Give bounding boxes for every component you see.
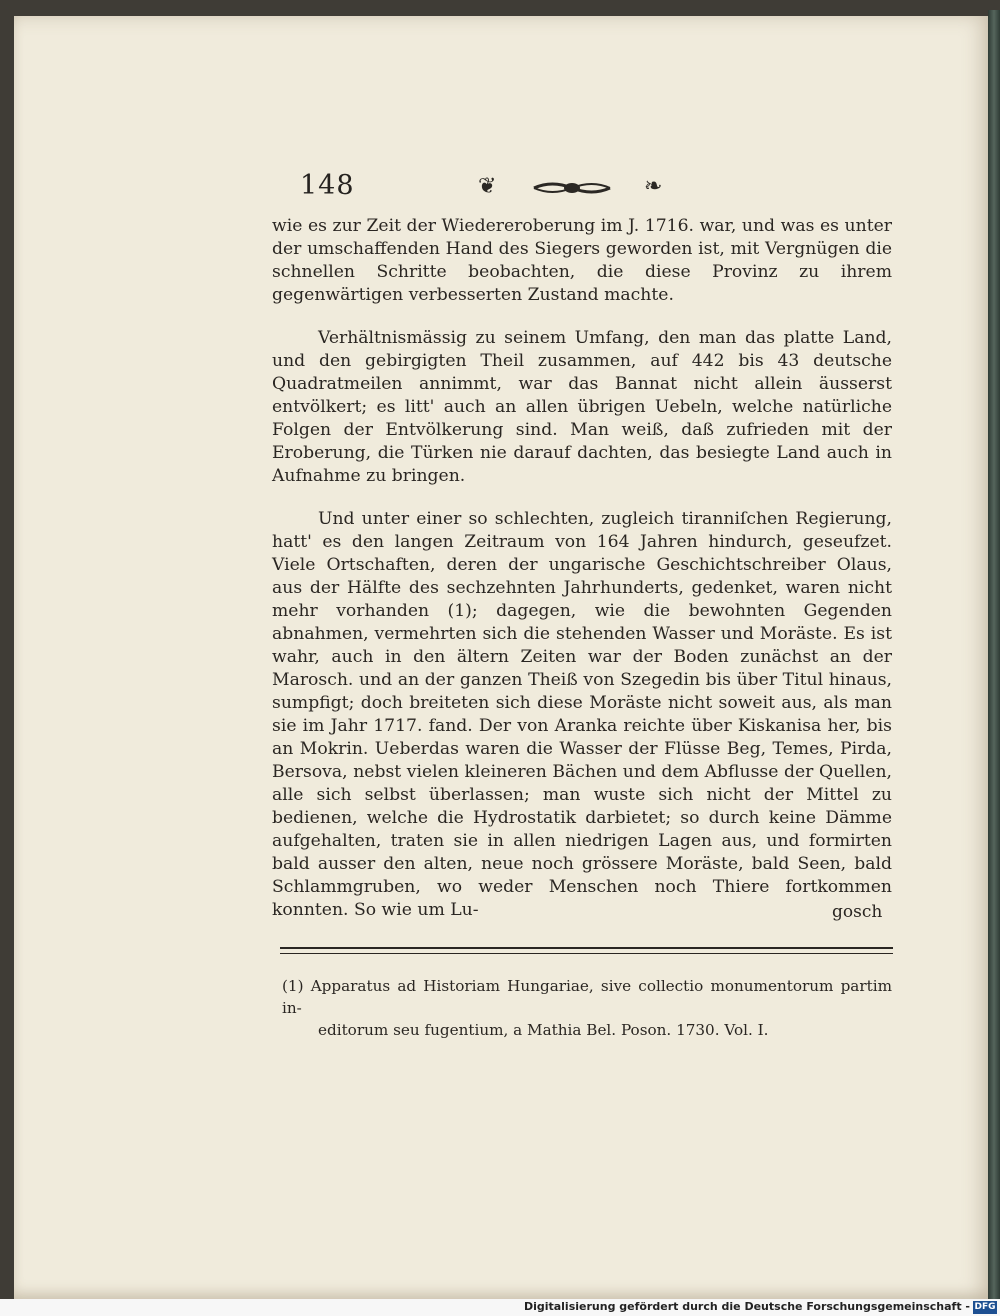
- footnote-line: (1) Apparatus ad Historiam Hungariae, sive collectio monumentorum partim in-: [282, 977, 892, 1017]
- catchword: gosch: [832, 902, 883, 922]
- page-header: [300, 170, 680, 204]
- footnote-divider: [280, 947, 893, 949]
- footnote-divider-thin: [280, 953, 893, 954]
- footnote-line: editorum seu fugentium, a Mathia Bel. Poson. 1730. Vol. I.: [318, 1021, 769, 1039]
- dfg-logo-icon: DFG: [974, 1302, 996, 1312]
- ornament-center-icon: [532, 178, 612, 198]
- footnote: [282, 975, 892, 1041]
- paragraph: wie es zur Zeit der Wiedereroberung im J. 1716. war, und was es unter der umschaffenden Hand des Siegers geworden ist, mit Vergnügen die schnellen Schritte beobachten, die diese Provinz zu ihrem gegenwärtigen verbesserten Zustand machte.: [272, 216, 892, 305]
- ornament-right-icon: ❧: [644, 174, 663, 199]
- book-cover-edge: [988, 10, 1000, 1300]
- paragraph: Und unter einer so schlechten, zugleich tiranniſchen Regierung, hatt' es den langen Zeitraum von 164 Jahren hindurch, geseufzet. Viele Ortschaften, deren der ungarische Geschichtschreiber Olaus, aus der Hälfte des sechzehnten Jahrhunderts, gedenket, waren nicht mehr vorhanden (1); dagegen, wie die bewohnten Gegenden abnahmen, vermehrten sich die stehenden Wasser und Moräste. Es ist wahr, auch in den ältern Zeiten war der Boden zunächst an der Marosch. und an der ganzen Theiß von Szegedin bis über Titul hinaus, sumpfigt; doch breiteten sich diese Moräste nicht soweit aus, als man sie im Jahr 1717. fand. Der von Aranka reichte über Kiskanisa her, bis an Mokrin. Ueberdas waren die Wasser der Flüsse Beg, Temes, Pirda, Bersova, nebst vielen kleineren Bächen und dem Abflusse der Quellen, alle sich selbst überlassen; man wuste sich nicht der Mittel zu bedienen, welche die Hydrostatik darbietet; so durch keine Dämme aufgehalten, traten sie in allen niedrigen Lagen aus, und formirten bald ausser den alten, neue noch grössere Moräste, bald Seen, bald Schlammgruben, wo weder Menschen noch Thiere fortkommen konnten. So wie um Lu-: [272, 509, 892, 920]
- page-number: 148: [300, 170, 355, 201]
- digitization-credit: Digitalisierung gefördert durch die Deutsche Forschungsgemeinschaft -: [523, 1300, 970, 1313]
- paragraph: Verhältnismässig zu seinem Umfang, den man das platte Land, und den gebirgigten Theil zusammen, auf 442 bis 43 deutsche Quadratmeilen annimmt, war das Bannat nicht allein äusserst entvölkert; es litt' auch an allen übrigen Uebeln, welche natürliche Folgen der Entvölkerung sind. Man weiß, daß zufrieden mit der Eroberung, die Türken nie darauf dachten, das besiegte Land auch in Aufnahme zu bringen.: [272, 328, 892, 486]
- main-text: [272, 215, 892, 942]
- ornament-left-icon: ❦: [478, 174, 497, 199]
